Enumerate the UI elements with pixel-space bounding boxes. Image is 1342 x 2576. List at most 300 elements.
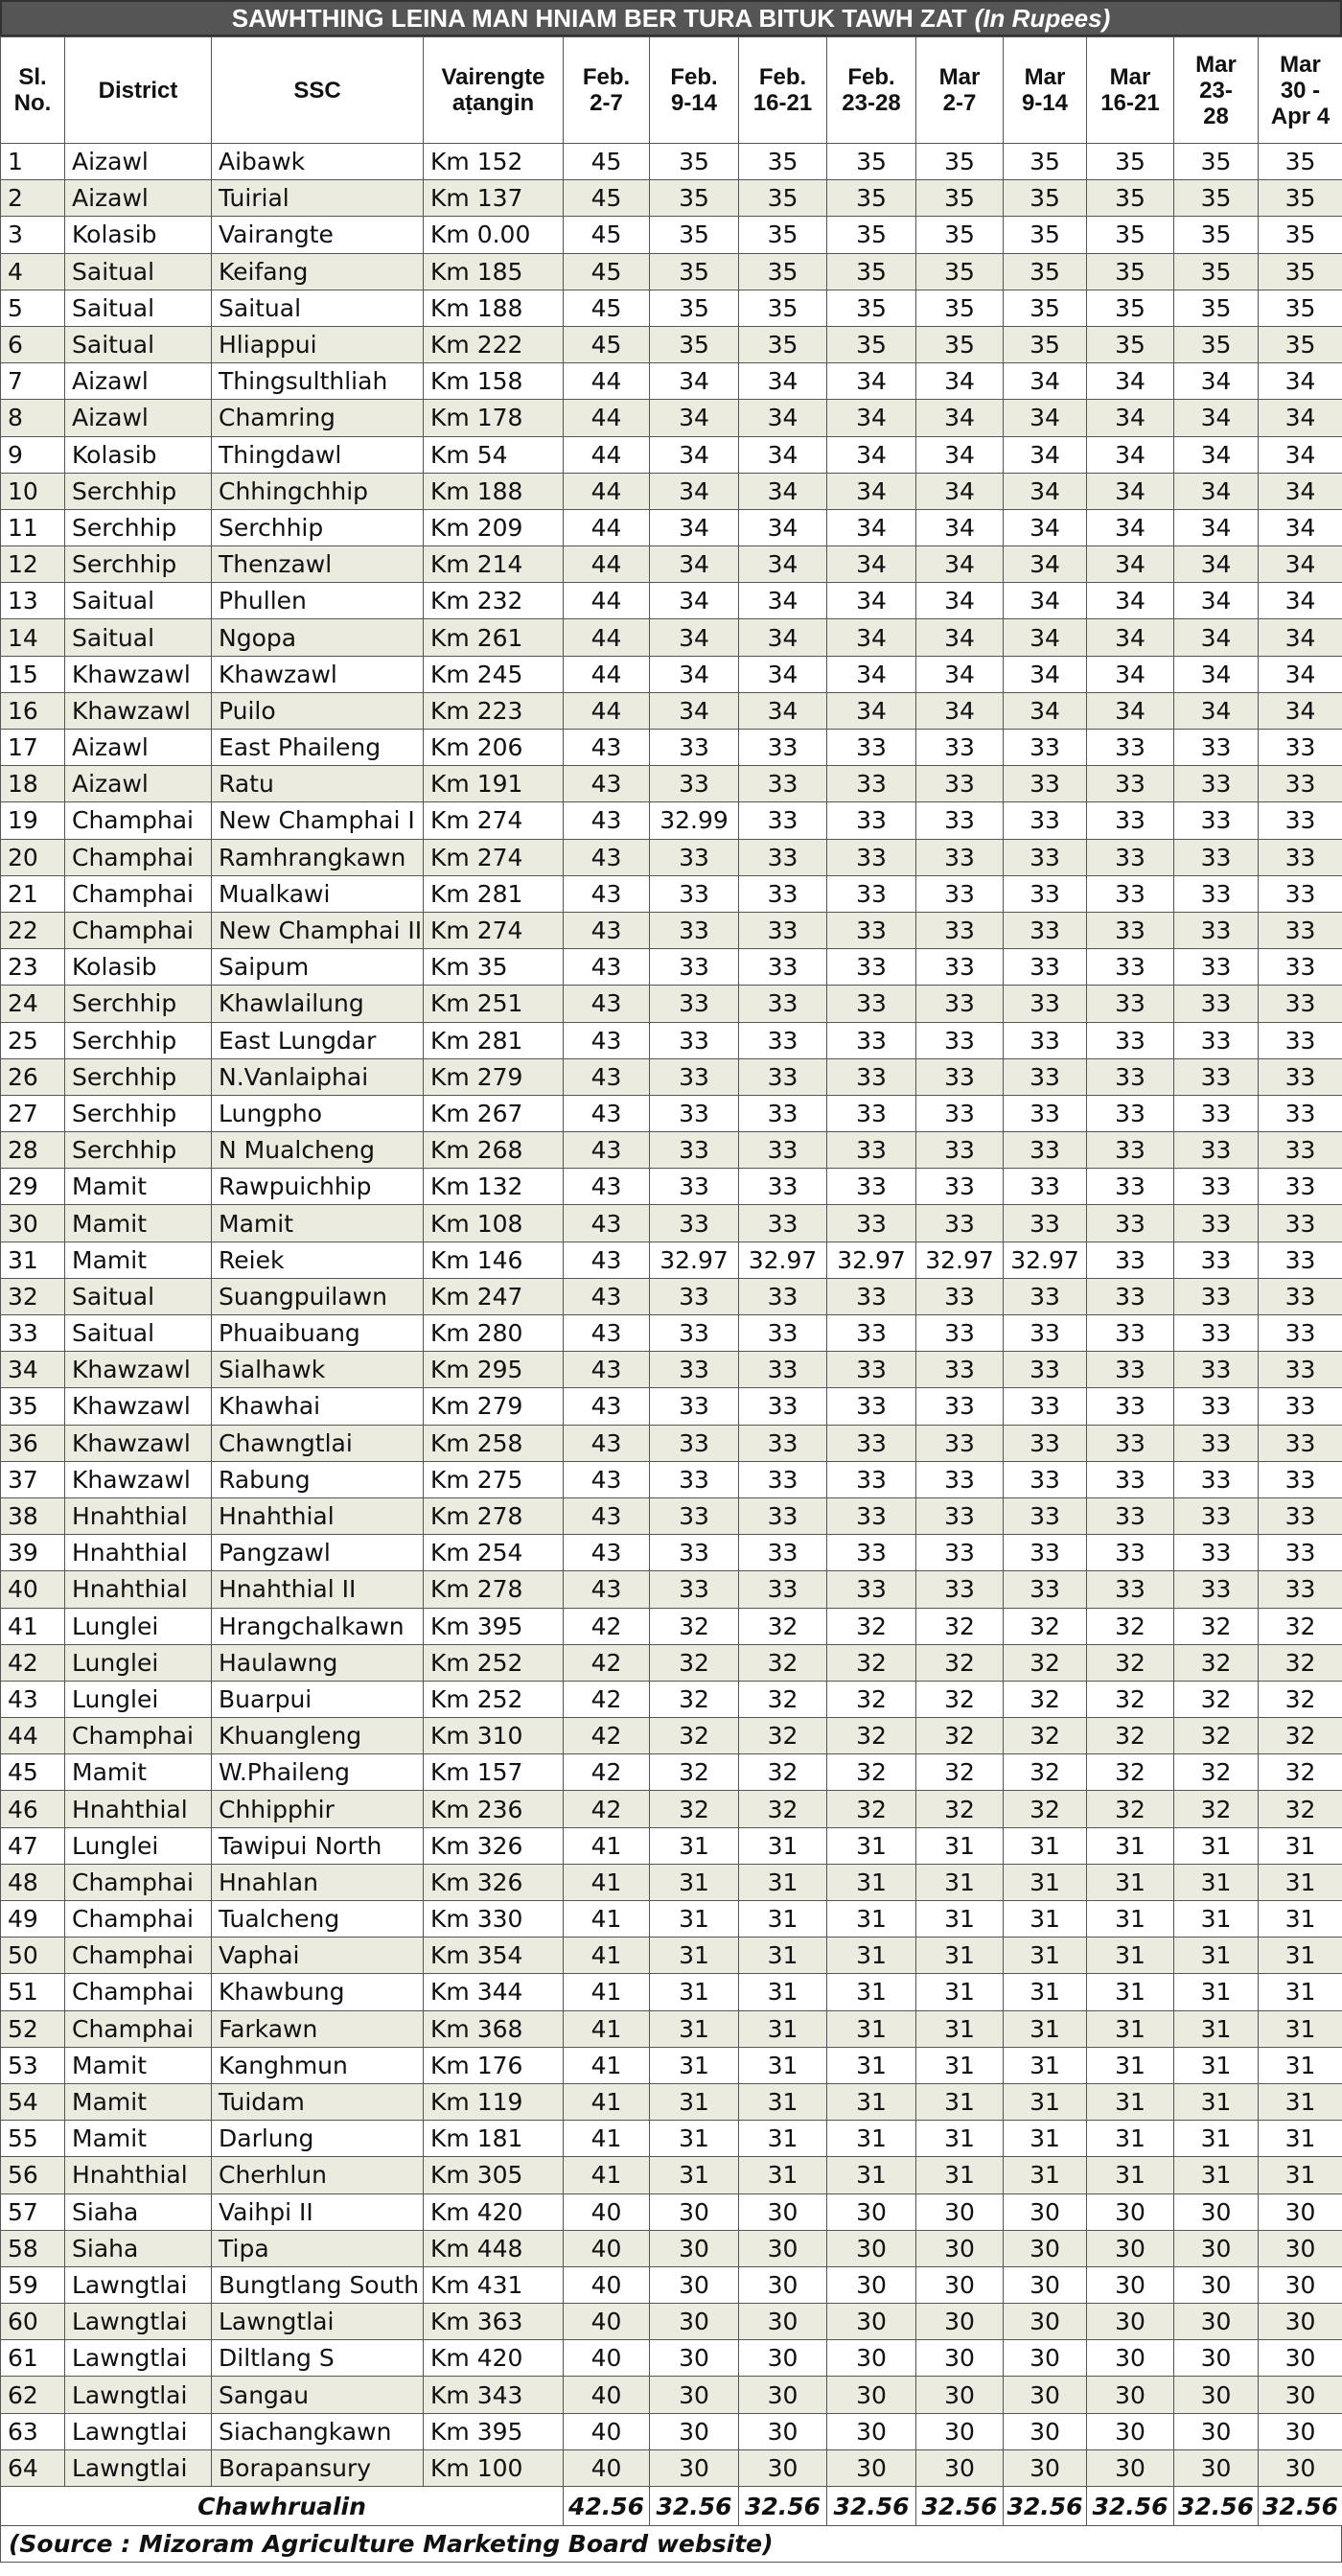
table-cell: 33	[916, 1058, 1004, 1095]
table-cell: 34	[1259, 692, 1342, 729]
table-cell: 34	[650, 436, 739, 473]
table-cell: 33	[1174, 766, 1259, 802]
table-cell: Ngopa	[212, 619, 424, 656]
table-row	[1, 1388, 1342, 1425]
table-row	[1, 180, 1342, 217]
table-cell: 30	[827, 2340, 916, 2377]
table-cell: 35	[650, 217, 739, 253]
table-cell: 33	[650, 986, 739, 1022]
table-cell: Aizawl	[65, 730, 212, 766]
table-cell: Km 137	[424, 180, 564, 217]
table-cell: 35	[1004, 217, 1087, 253]
table-row	[1, 2121, 1342, 2157]
table-cell: 9	[1, 436, 65, 473]
table-cell: 3	[1, 217, 65, 253]
table-cell: 32	[739, 1754, 827, 1791]
table-cell: Mamit	[65, 1754, 212, 1791]
table-cell: 34	[827, 436, 916, 473]
table-cell: 34	[1004, 436, 1087, 473]
table-cell: 33	[1259, 949, 1342, 986]
table-title-unit: (In Rupees)	[974, 3, 1111, 33]
table-cell: 33	[650, 1132, 739, 1169]
table-cell: 40	[1, 1571, 65, 1608]
table-cell: 33	[1004, 839, 1087, 875]
table-cell: 30	[739, 2377, 827, 2413]
table-cell: 43	[564, 1169, 650, 1205]
table-row	[1, 2083, 1342, 2120]
table-cell: 31	[1259, 2157, 1342, 2193]
table-row	[1, 1132, 1342, 1169]
table-cell: East Phaileng	[212, 730, 424, 766]
table-cell: 33	[1004, 1461, 1087, 1497]
table-cell: 33	[1004, 1315, 1087, 1352]
table-cell: 32	[827, 1791, 916, 1827]
table-cell: Km 274	[424, 802, 564, 839]
table-cell: 35	[1004, 253, 1087, 290]
table-cell: 33	[1004, 1388, 1087, 1425]
table-cell: 34	[650, 583, 739, 619]
table-cell: 30	[739, 2340, 827, 2377]
table-row	[1, 766, 1342, 802]
table-cell: 35	[650, 253, 739, 290]
table-cell: 30	[650, 2449, 739, 2486]
table-cell: 33	[827, 1169, 916, 1205]
table-cell: 33	[916, 875, 1004, 912]
table-cell: Lawngtlai	[212, 2304, 424, 2340]
table-cell: 44	[1, 1718, 65, 1754]
table-cell: 32	[1004, 1718, 1087, 1754]
table-cell: 35	[1087, 144, 1174, 180]
table-cell: 32.97	[650, 1242, 739, 1278]
table-cell: 35	[827, 290, 916, 326]
table-cell: Thingdawl	[212, 436, 424, 473]
table-cell: 33	[1174, 1352, 1259, 1388]
table-cell: 33	[1259, 802, 1342, 839]
table-cell: 31	[1174, 2121, 1259, 2157]
table-cell: Cherhlun	[212, 2157, 424, 2193]
table-cell: 30	[1004, 2193, 1087, 2230]
table-row	[1, 912, 1342, 948]
table-cell: 42	[564, 1718, 650, 1754]
table-row	[1, 546, 1342, 583]
table-cell: Aizawl	[65, 766, 212, 802]
table-cell: 30	[650, 2340, 739, 2377]
column-header: Mar 16-21	[1087, 37, 1174, 144]
table-row	[1, 619, 1342, 656]
source-note: (Source : Mizoram Agriculture Marketing Board website)	[0, 2526, 1342, 2563]
table-cell: 32	[650, 1681, 739, 1717]
table-cell: 31	[1087, 2010, 1174, 2047]
column-header: Mar 23- 28	[1174, 37, 1259, 144]
table-cell: 33	[739, 1278, 827, 1314]
table-cell: 35	[1259, 253, 1342, 290]
table-cell: 34	[739, 509, 827, 545]
table-cell: 33	[650, 730, 739, 766]
table-cell: 33	[650, 1169, 739, 1205]
table-cell: 31	[650, 1938, 739, 1974]
table-cell: 33	[1259, 1242, 1342, 1278]
table-cell: 33	[1259, 730, 1342, 766]
table-cell: 33	[1259, 1205, 1342, 1242]
table-cell: Mamit	[65, 1169, 212, 1205]
table-cell: 34	[1004, 473, 1087, 509]
table-cell: 33	[1087, 1425, 1174, 1461]
table-cell: Pangzawl	[212, 1535, 424, 1571]
table-cell: 31	[1087, 1827, 1174, 1864]
table-cell: Saitual	[65, 619, 212, 656]
table-cell: Keifang	[212, 253, 424, 290]
table-cell: 30	[1174, 2304, 1259, 2340]
table-cell: Thingsulthliah	[212, 363, 424, 400]
table-cell: 31	[1259, 1901, 1342, 1938]
table-cell: Siaha	[65, 2193, 212, 2230]
table-cell: 62	[1, 2377, 65, 2413]
table-cell: 33	[739, 766, 827, 802]
table-cell: 33	[1087, 1242, 1174, 1278]
table-cell: 59	[1, 2266, 65, 2303]
average-label: Chawhrualin	[1, 2487, 564, 2526]
table-cell: 30	[1174, 2340, 1259, 2377]
table-cell: Aibawk	[212, 144, 424, 180]
table-row	[1, 1242, 1342, 1278]
table-cell: 44	[564, 656, 650, 692]
table-cell: 22	[1, 912, 65, 948]
table-cell: 35	[650, 290, 739, 326]
table-cell: 43	[564, 839, 650, 875]
table-cell: 30	[1174, 2413, 1259, 2449]
column-header: Feb. 16-21	[739, 37, 827, 144]
table-cell: Champhai	[65, 2010, 212, 2047]
table-cell: 44	[564, 583, 650, 619]
table-row	[1, 656, 1342, 692]
table-cell: Km 448	[424, 2230, 564, 2266]
table-cell: 33	[1004, 875, 1087, 912]
table-cell: 44	[564, 363, 650, 400]
table-cell: 43	[564, 1315, 650, 1352]
table-cell: 32	[916, 1718, 1004, 1754]
table-cell: 32	[1004, 1644, 1087, 1681]
table-cell: Km 268	[424, 1132, 564, 1169]
table-cell: 20	[1, 839, 65, 875]
table-cell: 32	[1, 1278, 65, 1314]
table-cell: 31	[916, 1864, 1004, 1900]
table-row	[1, 436, 1342, 473]
table-cell: 8	[1, 400, 65, 436]
table-cell: 34	[1087, 509, 1174, 545]
table-cell: 31	[650, 2083, 739, 2120]
table-cell: 33	[1087, 986, 1174, 1022]
table-cell: 32	[1259, 1718, 1342, 1754]
table-cell: 32	[1174, 1754, 1259, 1791]
table-row	[1, 839, 1342, 875]
table-cell: Khawzawl	[65, 692, 212, 729]
table-cell: 32	[650, 1754, 739, 1791]
table-cell: 35	[650, 326, 739, 362]
table-cell: 33	[1174, 1058, 1259, 1095]
table-cell: 32	[650, 1608, 739, 1644]
table-cell: 33	[1087, 1571, 1174, 1608]
table-cell: 33	[827, 1352, 916, 1388]
table-cell: 32	[827, 1608, 916, 1644]
table-cell: Km 232	[424, 583, 564, 619]
table-row	[1, 2340, 1342, 2377]
table-cell: 31	[1174, 1864, 1259, 1900]
table-row	[1, 1681, 1342, 1717]
table-cell: 44	[564, 619, 650, 656]
table-cell: 35	[1174, 326, 1259, 362]
table-cell: Kolasib	[65, 436, 212, 473]
table-cell: 31	[739, 2083, 827, 2120]
table-cell: 33	[1174, 949, 1259, 986]
table-cell: Km 222	[424, 326, 564, 362]
table-cell: Aizawl	[65, 400, 212, 436]
table-cell: 32.97	[827, 1242, 916, 1278]
table-row	[1, 1461, 1342, 1497]
table-cell: 30	[1004, 2340, 1087, 2377]
table-row	[1, 400, 1342, 436]
table-cell: 30	[916, 2449, 1004, 2486]
table-cell: 27	[1, 1095, 65, 1131]
table-cell: 45	[564, 290, 650, 326]
table-cell: 34	[1259, 656, 1342, 692]
table-cell: 32	[1087, 1718, 1174, 1754]
table-cell: 30	[827, 2266, 916, 2303]
table-cell: 44	[564, 436, 650, 473]
table-cell: Serchhip	[65, 473, 212, 509]
table-cell: 44	[564, 509, 650, 545]
table-cell: 31	[1174, 2083, 1259, 2120]
table-cell: 43	[1, 1681, 65, 1717]
table-cell: 30	[1174, 2266, 1259, 2303]
table-cell: Bungtlang South	[212, 2266, 424, 2303]
table-cell: 1	[1, 144, 65, 180]
table-cell: 34	[1004, 692, 1087, 729]
table-cell: 35	[916, 253, 1004, 290]
table-cell: 30	[739, 2193, 827, 2230]
table-cell: 40	[564, 2304, 650, 2340]
table-cell: 31	[1087, 1864, 1174, 1900]
table-row	[1, 1058, 1342, 1095]
column-header: Mar 30 - Apr 4	[1259, 37, 1342, 144]
table-cell: Saipum	[212, 949, 424, 986]
table-cell: Hliappui	[212, 326, 424, 362]
table-cell: Chawngtlai	[212, 1425, 424, 1461]
table-cell: 7	[1, 363, 65, 400]
table-cell: 33	[1174, 1278, 1259, 1314]
table-cell: 31	[1174, 2047, 1259, 2083]
table-cell: Km 281	[424, 875, 564, 912]
table-cell: 33	[827, 875, 916, 912]
table-cell: Buarpui	[212, 1681, 424, 1717]
table-cell: 33	[739, 1461, 827, 1497]
table-cell: 35	[1259, 144, 1342, 180]
table-cell: 33	[739, 1388, 827, 1425]
table-cell: 34	[1174, 509, 1259, 545]
table-cell: 32	[1087, 1608, 1174, 1644]
table-cell: 33	[1004, 1022, 1087, 1058]
table-cell: 35	[1004, 144, 1087, 180]
table-cell: 33	[827, 949, 916, 986]
table-cell: Champhai	[65, 875, 212, 912]
table-cell: Mamit	[65, 2121, 212, 2157]
table-cell: 40	[564, 2230, 650, 2266]
table-cell: 30	[1004, 2230, 1087, 2266]
table-cell: 43	[564, 1388, 650, 1425]
table-cell: Km 223	[424, 692, 564, 729]
table-cell: 33	[739, 802, 827, 839]
table-cell: 13	[1, 583, 65, 619]
table-cell: 10	[1, 473, 65, 509]
table-cell: 32	[1004, 1754, 1087, 1791]
table-cell: 33	[1004, 730, 1087, 766]
table-cell: Hrangchalkawn	[212, 1608, 424, 1644]
table-cell: 33	[1087, 1497, 1174, 1534]
table-cell: 33	[1174, 730, 1259, 766]
table-cell: 19	[1, 802, 65, 839]
table-cell: 33	[1259, 1461, 1342, 1497]
table-cell: Rawpuichhip	[212, 1169, 424, 1205]
table-cell: 35	[1087, 290, 1174, 326]
table-cell: 50	[1, 1938, 65, 1974]
table-cell: Chhipphir	[212, 1791, 424, 1827]
table-cell: 32	[1174, 1791, 1259, 1827]
table-cell: 33	[1, 1315, 65, 1352]
table-cell: 32	[916, 1608, 1004, 1644]
table-cell: 64	[1, 2449, 65, 2486]
table-cell: 33	[650, 1352, 739, 1388]
table-cell: 23	[1, 949, 65, 986]
table-cell: Vairangte	[212, 217, 424, 253]
table-row	[1, 2304, 1342, 2340]
table-cell: Km 275	[424, 1461, 564, 1497]
table-cell: 33	[650, 1461, 739, 1497]
table-cell: 30	[650, 2413, 739, 2449]
table-cell: 43	[564, 875, 650, 912]
column-header: Mar 9-14	[1004, 37, 1087, 144]
table-row	[1, 2047, 1342, 2083]
table-cell: 43	[564, 1425, 650, 1461]
table-cell: Km 158	[424, 363, 564, 400]
table-cell: 34	[739, 583, 827, 619]
table-cell: 33	[1087, 1022, 1174, 1058]
table-cell: 30	[1259, 2304, 1342, 2340]
table-cell: 33	[1259, 1278, 1342, 1314]
table-cell: Siachangkawn	[212, 2413, 424, 2449]
average-value: 32.56	[1004, 2487, 1087, 2526]
table-cell: 41	[564, 2121, 650, 2157]
table-row	[1, 2193, 1342, 2230]
table-cell: 33	[1087, 1315, 1174, 1352]
table-cell: 32	[1087, 1791, 1174, 1827]
table-cell: 32	[827, 1681, 916, 1717]
table-cell: 40	[564, 2413, 650, 2449]
table-cell: 34	[1174, 473, 1259, 509]
table-cell: 33	[916, 1095, 1004, 1131]
table-cell: 33	[827, 839, 916, 875]
table-cell: 30	[739, 2304, 827, 2340]
table-cell: 33	[1004, 912, 1087, 948]
table-cell: 31	[1087, 2157, 1174, 2193]
table-cell: 31	[1174, 2010, 1259, 2047]
table-cell: 33	[1087, 1461, 1174, 1497]
table-cell: 35	[1259, 217, 1342, 253]
table-cell: 33	[1259, 1535, 1342, 1571]
table-cell: Km 305	[424, 2157, 564, 2193]
column-header: Feb. 2-7	[564, 37, 650, 144]
table-cell: 35	[1174, 144, 1259, 180]
table-cell: 31	[1259, 2083, 1342, 2120]
table-cell: 34	[739, 436, 827, 473]
table-cell: Diltlang S	[212, 2340, 424, 2377]
table-row	[1, 1278, 1342, 1314]
table-cell: 33	[650, 1571, 739, 1608]
table-cell: 60	[1, 2304, 65, 2340]
table-cell: 30	[1259, 2340, 1342, 2377]
table-cell: 33	[1174, 802, 1259, 839]
table-cell: Km 254	[424, 1535, 564, 1571]
table-cell: 31	[739, 1864, 827, 1900]
table-cell: 31	[916, 2010, 1004, 2047]
table-cell: 18	[1, 766, 65, 802]
table-cell: 38	[1, 1497, 65, 1534]
table-cell: 42	[564, 1644, 650, 1681]
table-cell: Serchhip	[65, 1058, 212, 1095]
table-cell: Km 247	[424, 1278, 564, 1314]
table-cell: 31	[650, 1864, 739, 1900]
table-cell: 33	[1004, 1205, 1087, 1242]
table-cell: 33	[650, 949, 739, 986]
table-cell: 33	[650, 1535, 739, 1571]
table-cell: 34	[1087, 436, 1174, 473]
table-cell: 35	[827, 217, 916, 253]
table-cell: 33	[827, 730, 916, 766]
table-cell: 33	[916, 1571, 1004, 1608]
table-cell: 41	[1, 1608, 65, 1644]
table-row	[1, 2010, 1342, 2047]
table-cell: Tawipui North	[212, 1827, 424, 1864]
table-cell: Tuirial	[212, 180, 424, 217]
table-cell: Km 209	[424, 509, 564, 545]
table-cell: 35	[1, 1388, 65, 1425]
table-cell: 31	[650, 2157, 739, 2193]
table-cell: 33	[1259, 1352, 1342, 1388]
table-cell: 33	[739, 1315, 827, 1352]
table-row	[1, 986, 1342, 1022]
table-cell: 30	[1087, 2340, 1174, 2377]
table-cell: Km 420	[424, 2340, 564, 2377]
table-cell: 33	[1259, 1095, 1342, 1131]
table-cell: 33	[1087, 912, 1174, 948]
table-cell: 33	[650, 1058, 739, 1095]
table-cell: 31	[1004, 2010, 1087, 2047]
table-cell: 33	[650, 1278, 739, 1314]
table-cell: Saitual	[65, 290, 212, 326]
table-cell: 31	[916, 1827, 1004, 1864]
table-row	[1, 2157, 1342, 2193]
table-cell: 32	[1174, 1718, 1259, 1754]
table-cell: 30	[1174, 2449, 1259, 2486]
table-cell: Km 245	[424, 656, 564, 692]
table-cell: 35	[827, 326, 916, 362]
table-cell: 33	[827, 1425, 916, 1461]
table-cell: 33	[1087, 730, 1174, 766]
table-cell: 42	[564, 1608, 650, 1644]
table-cell: Km 420	[424, 2193, 564, 2230]
table-cell: 33	[916, 730, 1004, 766]
table-cell: 33	[650, 1497, 739, 1534]
table-cell: 33	[1087, 1095, 1174, 1131]
table-cell: Khawlailung	[212, 986, 424, 1022]
